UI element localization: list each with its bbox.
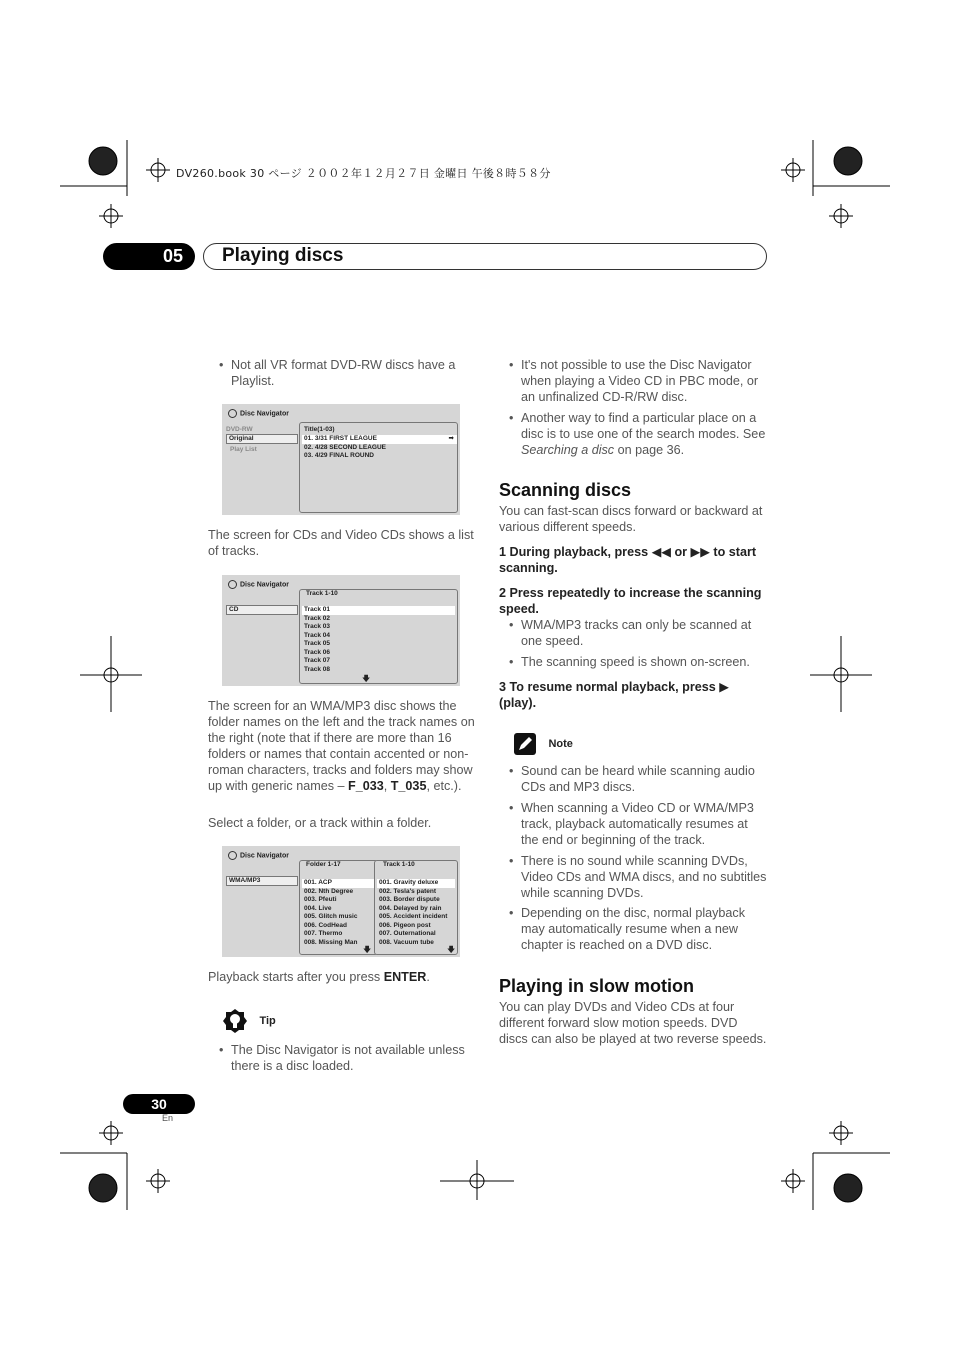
list-item[interactable]: 006. CodHead [304,921,347,929]
tip-label: Tip [259,1015,276,1027]
chapter-title: Playing discs [222,245,344,266]
disc-navigator-screen-cd [222,575,460,686]
folder-list [302,879,375,947]
para-cd-screen: The screen for CDs and Video CDs shows a list of tracks. [208,528,474,558]
list-item[interactable]: 007. Outernational [379,930,436,937]
bullet-search-modes: • Another way to find a particular place on a disc is to use one of the search modes. See Searching a disc on page 36. [509,411,766,457]
step-3: 3 To resume normal playback, press ▶ (play). [499,680,729,710]
disc-type-label: DVD-RW [226,426,253,433]
note-bullet: • Depending on the disc, normal playback may automatically resume when a new chapter is reached on a DVD disc. [509,906,746,952]
list-item[interactable]: Track 03 [304,623,331,630]
step2-bullet: • WMA/MP3 tracks can only be scanned at one speed. [509,618,752,648]
list-item[interactable]: 007. Thermo [304,930,343,937]
pencil-note-icon [514,733,536,755]
heading-scanning-discs: Scanning discs [499,480,632,500]
menu-wma-mp3[interactable]: WMA/MP3 [226,876,298,886]
track-list [377,879,455,947]
note-bullet: • There is no sound while scanning DVDs, Video CDs and WMA discs, and no subtitles while scanning DVDs. [509,854,767,900]
list-item[interactable]: 004. Delayed by rain [379,904,442,912]
list-item[interactable]: 01. 3/31 FIRST LEAGUE ➡ [302,435,457,444]
list-item[interactable]: 03. 4/29 FINAL ROUND [304,452,374,459]
file-info-line: DV260.book 30 ページ ２００２年１２月２７日 金曜日 午後８時５８分 [176,167,551,180]
step2-bullet: • The scanning speed is shown on-screen. [509,655,750,669]
disc-icon [228,851,237,860]
list-item[interactable]: 003. Border dispute [379,896,440,903]
step-2: 2 Press repeatedly to increase the scanning speed. [499,586,762,616]
list-item[interactable]: 008. Vacuum tube [379,938,434,946]
list-item[interactable]: 008. Missing Man [304,938,358,946]
list-header: Folder 1-17 [306,861,341,868]
menu-play-list[interactable]: Play List [230,446,257,453]
para-slow-intro: You can play DVDs and Video CDs at four different forward slow motion speeds. DVD discs can also be played at two reverse speeds. [499,1000,767,1046]
list-item[interactable]: 006. Pigeon post [379,921,431,929]
bullet-vr-playlist: • Not all VR format DVD-RW discs have a Playlist. [219,358,456,388]
list-item[interactable]: Track 02 [304,614,331,622]
list-item[interactable]: Track 04 [304,631,331,639]
tip-heading [222,1008,276,1034]
screen-title: Disc Navigator [228,851,289,860]
bullet-pbc-mode: • It's not possible to use the Disc Navigator when playing a Video CD in PBC mode, or an unfinalized CD-R/RW disc. [509,358,759,404]
disc-icon [228,409,237,418]
list-header: Track 1-10 [383,861,415,868]
list-item[interactable]: 005. Accident incident [379,913,448,920]
list-item[interactable]: Track 07 [304,657,331,664]
para-playback-starts: Playback starts after you press ENTER. [208,970,430,984]
list-item[interactable]: Track 06 [304,648,331,656]
screen-title: Disc Navigator [228,580,289,589]
list-item[interactable]: 001. Gravity deluxe [377,879,455,888]
list-item[interactable]: Track 08 [304,665,331,673]
note-bullet: • When scanning a Video CD or WMA/MP3 track, playback automatically resumes at the end or beginning of the track. [509,801,754,847]
disc-navigator-screen-wma [222,846,460,957]
menu-cd[interactable]: CD [226,605,298,615]
arrow-down-icon: 🡇 [363,945,372,954]
folder-list-pane [299,860,378,955]
list-item[interactable]: 004. Live [304,904,332,912]
heading-slow-motion: Playing in slow motion [499,976,695,996]
arrow-down-icon: 🡇 [362,674,371,683]
list-item[interactable]: 005. Glitch music [304,913,358,920]
track-list-pane [299,589,458,684]
list-header: Track 1-10 [306,590,338,597]
list-header: Title(1-03) [304,426,335,433]
para-wma-screen: The screen for an WMA/MP3 disc shows the folder names on the left and the track names on the right (note that if there are more than 16 folders or names that contain accented or non-roman characters, tracks and folders may show up with generic names – F_033, T_035, etc.). [208,699,475,793]
list-item[interactable]: 002. Nth Degree [304,887,354,895]
arrow-right-icon: ➡ [448,435,454,442]
track-list [302,606,455,674]
chapter-number-badge: 05 [103,243,195,270]
screen-title: Disc Navigator [228,409,289,418]
disc-icon [228,580,237,589]
list-item[interactable]: 001. ACP [302,879,375,888]
tip-bullet: • The Disc Navigator is not available unless there is a disc loaded. [219,1043,465,1073]
list-item[interactable]: 02. 4/28 SECOND LEAGUE [304,444,386,451]
arrow-down-icon: 🡇 [447,945,456,954]
track-list-pane [374,860,458,955]
note-label: Note [548,738,573,750]
language-label: En [162,1113,174,1123]
para-select-folder: Select a folder, or a track within a folder. [208,816,432,830]
disc-navigator-screen-dvd [222,404,460,515]
note-heading [514,733,573,755]
page-number: 30 [123,1094,195,1114]
title-list-pane [299,422,458,513]
list-item[interactable]: 002. Tesla's patent [379,887,437,895]
note-bullet: • Sound can be heard while scanning audio CDs and MP3 discs. [509,764,755,794]
list-item[interactable]: Track 01 [302,606,455,615]
step-1: 1 During playback, press ◀◀ or ▶▶ to start scanning. [499,545,757,575]
menu-original[interactable]: Original [226,434,298,444]
para-scan-intro: You can fast-scan discs forward or backward at various different speeds. [499,504,763,534]
list-item[interactable]: 003. Pfeuti [304,896,337,903]
lightbulb-icon [222,1008,248,1034]
list-item[interactable]: Track 05 [304,640,331,647]
